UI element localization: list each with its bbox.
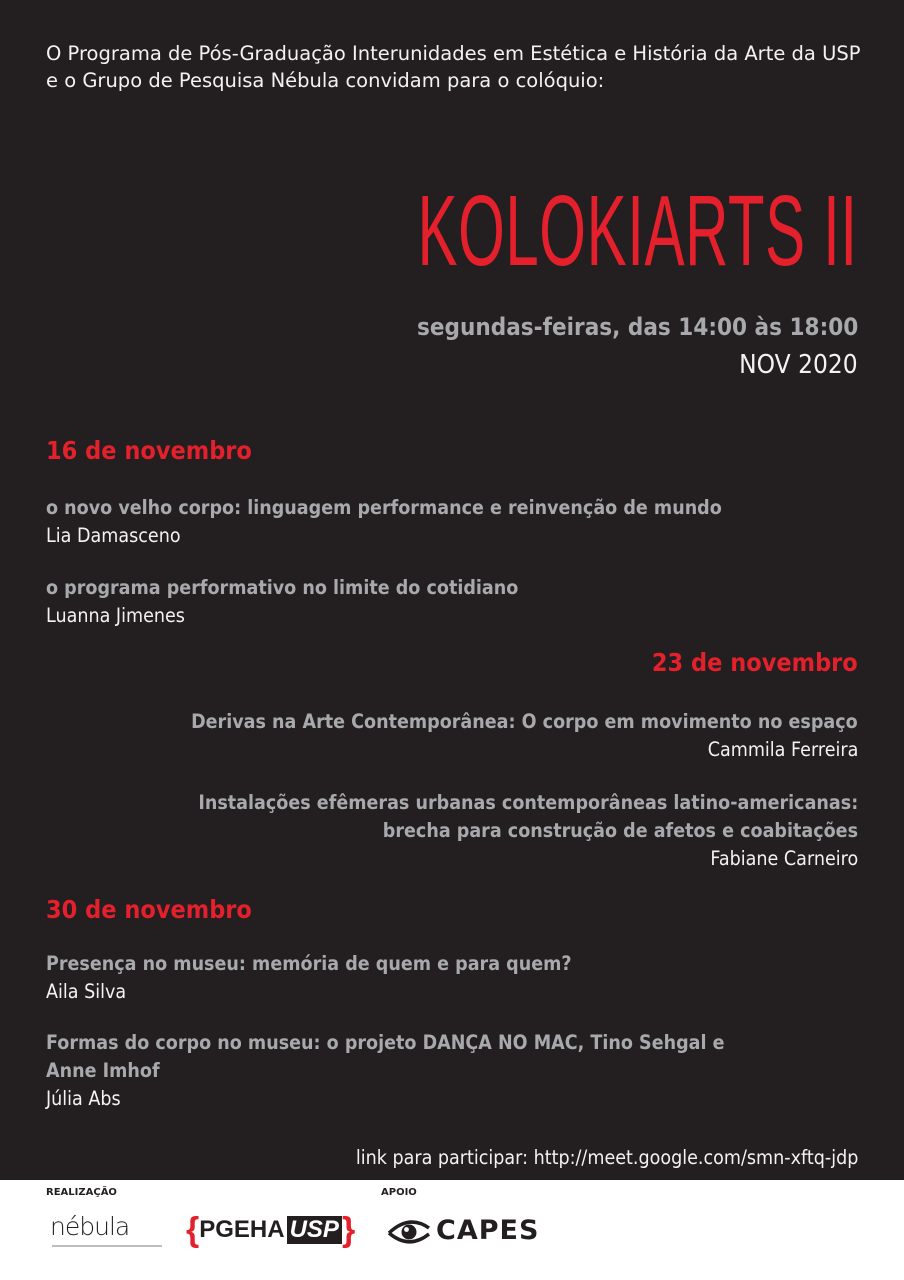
talk-title: Formas do corpo no museu: o projeto DANÇA NO MAC, Tino Sehgal e: [46, 1031, 725, 1054]
talk-title: Derivas na Arte Contemporânea: O corpo em movimento no espaço: [191, 710, 858, 733]
apoio-label: APOIO: [381, 1187, 417, 1198]
intro-line-2: e o Grupo de Pesquisa Nébula convidam para o colóquio:: [46, 69, 605, 92]
talk-title: Presença no museu: memória de quem e para quem?: [46, 952, 572, 975]
right-brace-icon: }: [341, 1211, 356, 1249]
talk-title-continued: brecha para construção de afetos e coabitações: [382, 819, 858, 842]
talk-speaker: Júlia Abs: [46, 1087, 121, 1110]
talk-title: o novo velho corpo: linguagem performance e reinvenção de mundo: [46, 496, 722, 519]
capes-logo-text: CAPES: [436, 1215, 540, 1246]
pgeha-logo-text: PGEHA: [199, 1216, 285, 1243]
talk-speaker: Fabiane Carneiro: [710, 847, 858, 870]
realizacao-label: REALIZAÇÃO: [46, 1187, 117, 1198]
session-date-1: 16 de novembro: [46, 436, 252, 465]
usp-logo-text: USP: [287, 1216, 342, 1244]
capes-eye-icon: [387, 1216, 431, 1246]
schedule-text: segundas-feiras, das 14:00 às 18:00: [416, 313, 858, 341]
nebula-logo-underline: [52, 1245, 162, 1247]
left-brace-icon: {: [186, 1211, 200, 1249]
intro-line-1: O Programa de Pós-Graduação Interunidades em Estética e História da Arte da USP: [46, 42, 861, 65]
session-date-3: 30 de novembro: [46, 895, 252, 924]
nebula-logo-text: nébula: [50, 1212, 130, 1241]
event-month: NOV 2020: [739, 350, 858, 380]
talk-title-continued: Anne Imhof: [46, 1059, 160, 1082]
meeting-link[interactable]: link para participar: http://meet.google.com/smn-xftq-jdp: [355, 1146, 858, 1169]
session-date-2: 23 de novembro: [652, 648, 858, 677]
nebula-logo: [50, 1212, 168, 1252]
talk-speaker: Luanna Jimenes: [46, 604, 185, 627]
talk-speaker: Aila Silva: [46, 980, 127, 1003]
talk-title: o programa performativo no limite do cotidiano: [46, 576, 519, 599]
pgeha-usp-logo: [186, 1213, 355, 1247]
talk-speaker: Cammila Ferreira: [707, 738, 858, 761]
talk-title: Instalações efêmeras urbanas contemporâneas latino-americanas:: [198, 791, 858, 814]
talk-speaker: Lia Damasceno: [46, 524, 181, 547]
capes-logo: [387, 1215, 539, 1246]
event-title: KOLOKIARTS II: [417, 175, 858, 287]
intro-text: [46, 40, 860, 94]
